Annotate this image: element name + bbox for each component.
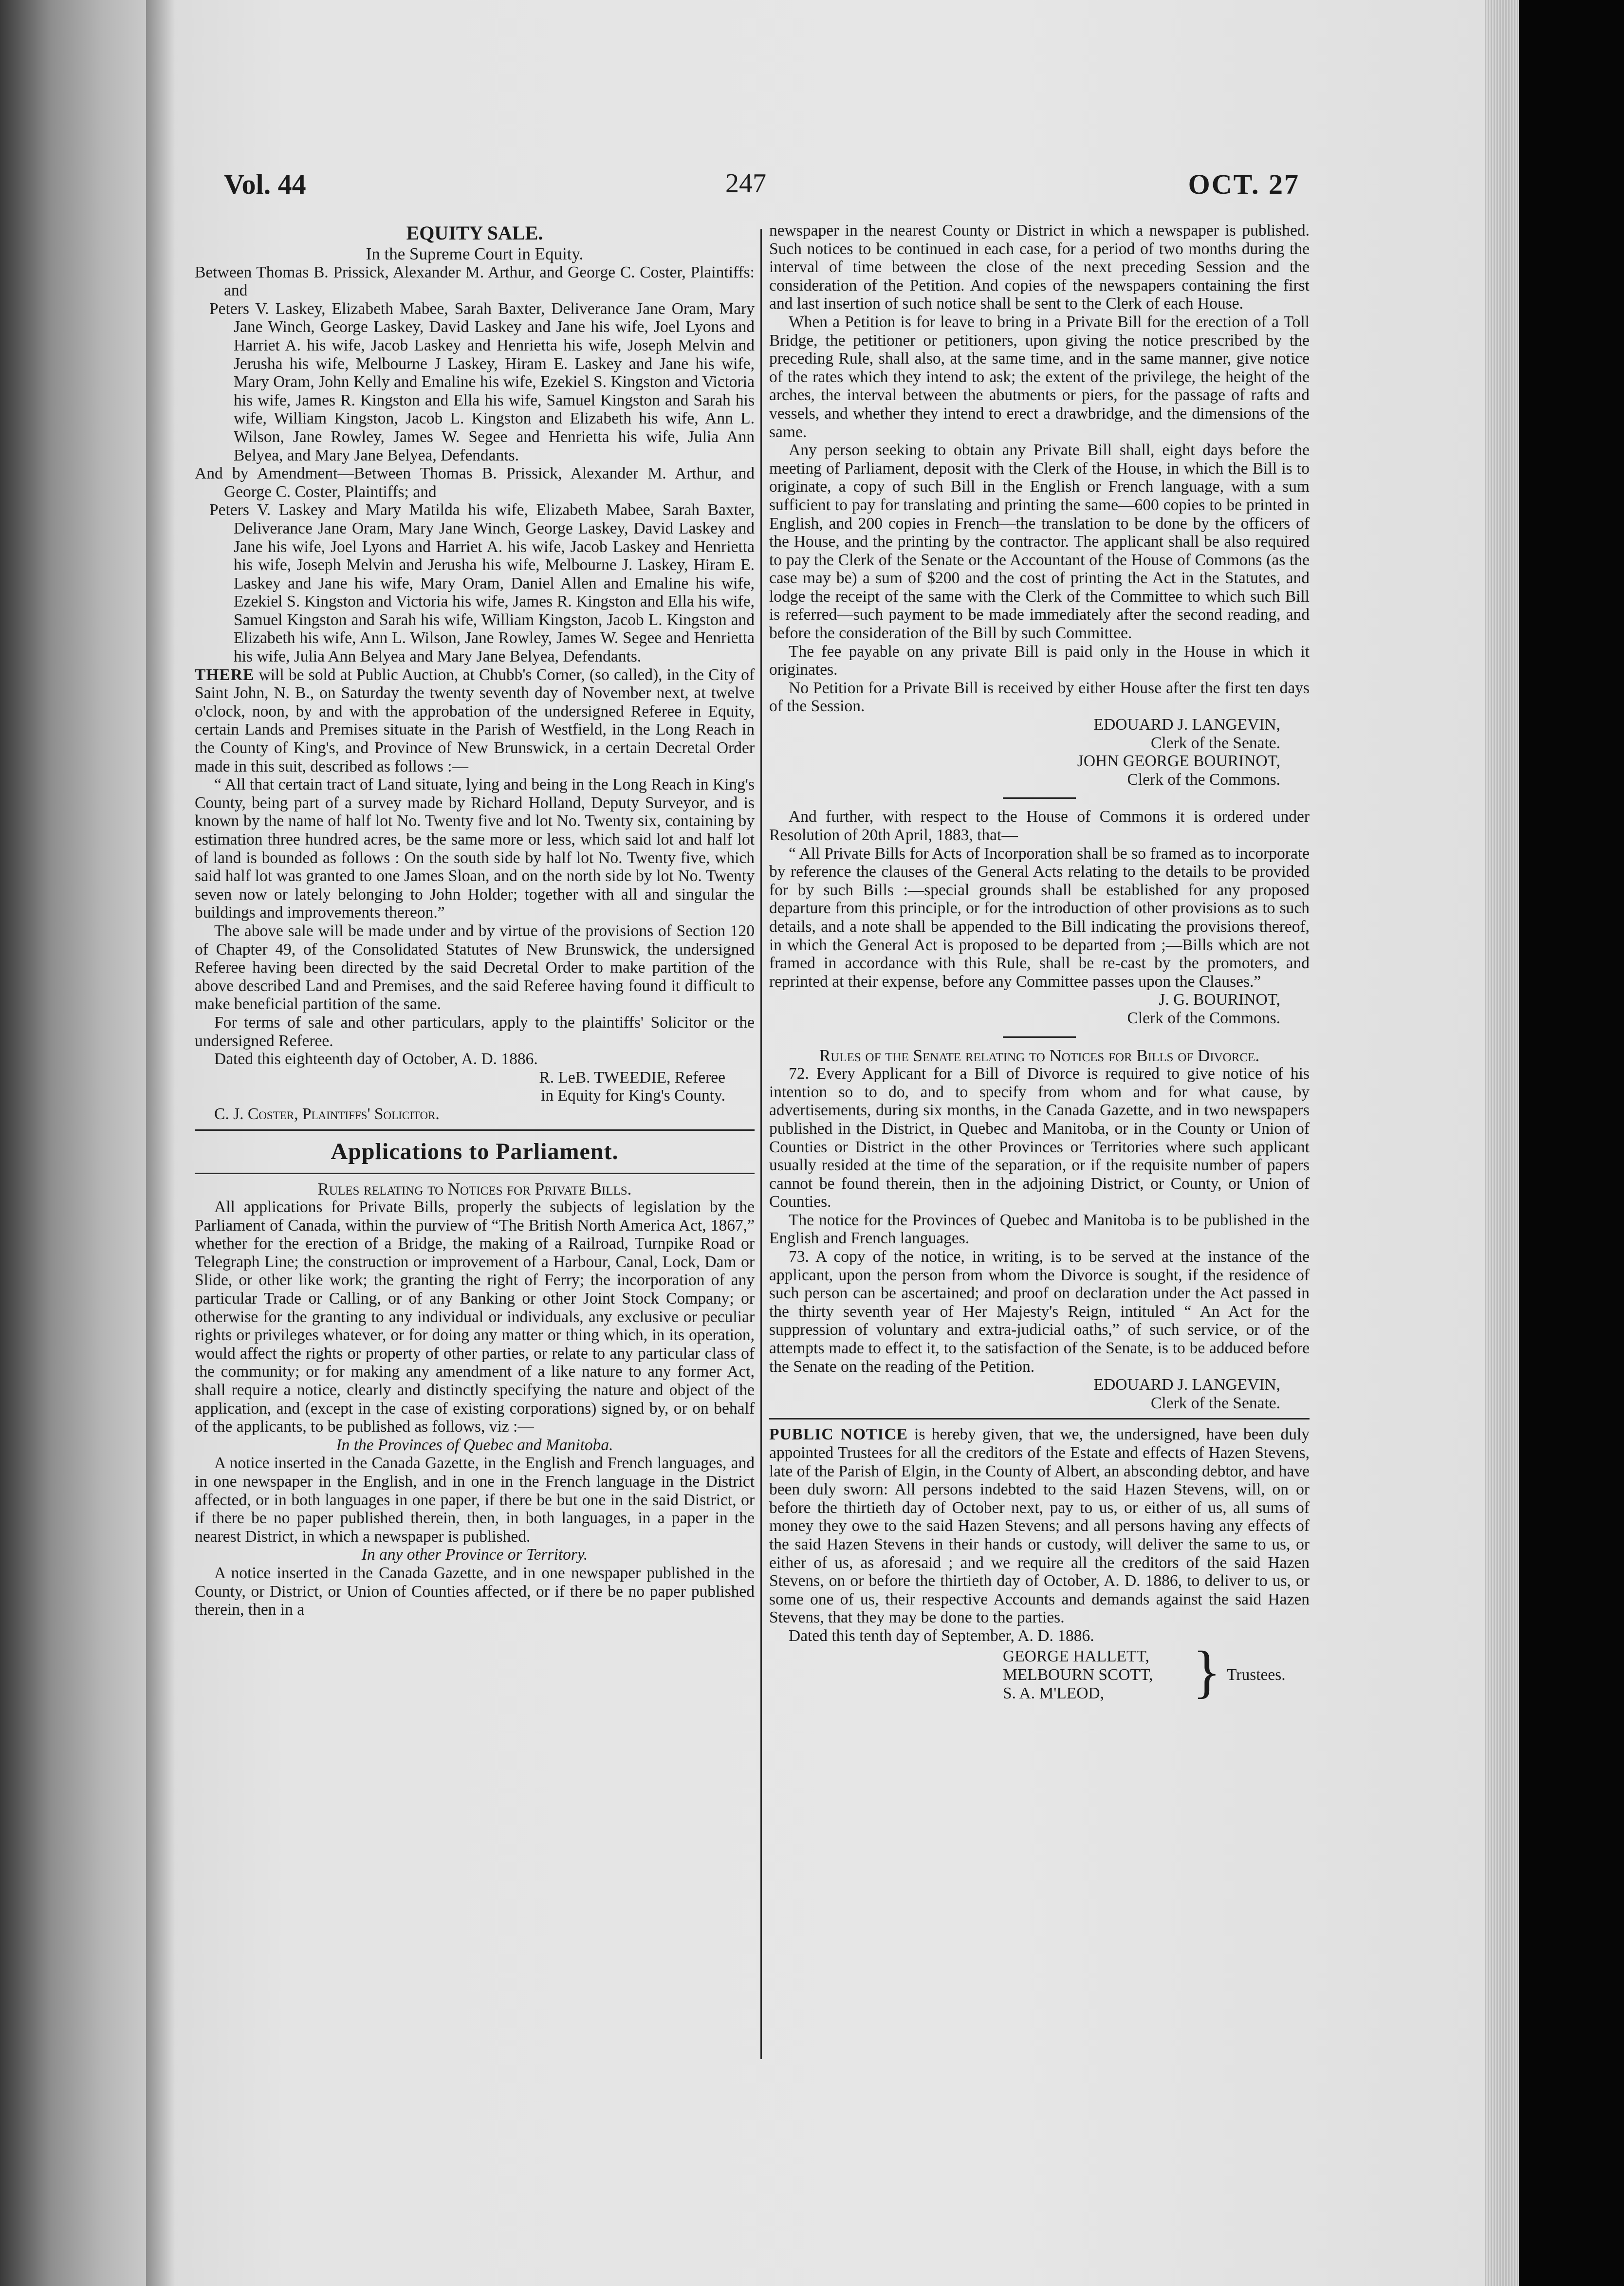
trustee-names xyxy=(1003,1647,1153,1703)
signature-name: J. G. BOURINOT, xyxy=(1159,991,1280,1009)
deposit-rule: Any person seeking to obtain any Private Bill shall, eight days before the meeting of Parliament, deposit with the Clerk of the House, in which the Bill is to originate, a copy of such Bill in the English or French language, with a sum sufficient to pay for translating and printing the same—600 copies to be printed in English, and 200 copies in French—the translation to be done by the officers of the House, and the printing by the contractor. The applicant shall be also required to pay the Clerk of the Senate or the Accountant of the House of Commons (as the case may be) a sum of $200 and the cost of printing the Act in the Statutes, and lodge the receipt of the same with the Clerk of the Committee to which such Bill is referred—such payment to be made immediately after the second reading, and before the consideration of the Bill by such Committee. xyxy=(769,441,1310,643)
apps-body-1: All applications for Private Bills, properly the subjects of legislation by the Parliament of Canada, within the purview of “The British North America Act, 1867,” whether for the erection of a Bridge, the making of a Railroad, Turnpike Road or Telegraph Line; the construction or improvement of a Harbour, Canal, Lock, Dam or Slide, or other like work; the granting the right of Ferry; the incorporation of any particular Trade or Calling, or of any Banking or other Joint Stock Company; or otherwise for the granting to any individual or individuals, any exclusive or peculiar rights or privileges whatever, or for doing any matter or thing which, in its operation, would affect the rights or property of other parties, or relate to any particular class of the community; or for making any amendment of a like nature to any former Act, shall require a notice, clearly and distinctly specifying the nature and object of the application, and (except in the case of existing corporations) signed by, or on behalf of the applicants, to be published as follows, viz :— xyxy=(195,1198,755,1436)
equity-between: Between Thomas B. Prissick, Alexander M. Arthur, and George C. Coster, Plaintiffs: and xyxy=(195,263,755,300)
signature-name: EDOUARD J. LANGEVIN, xyxy=(1093,1376,1280,1394)
public-notice xyxy=(769,1425,1310,1627)
facing-page-edge xyxy=(0,0,146,2286)
signature-title: Clerk of the Commons. xyxy=(1127,1009,1280,1027)
equity-body-1 xyxy=(195,666,755,776)
equity-defendants-amended: Peters V. Laskey and Mary Matilda his wife, Elizabeth Mabee, Sarah Baxter, Deliverance Jane Oram, Mary Jane Winch, George Laskey, David Laskey and Jane his wife, Joel Lyons and Harriet A. his wife, Jacob Laskey and Henrietta his wife, Joseph Melvin and Jerusha his wife, Melbourne J. Laskey, Hiram E. Laskey and Jane his wife, Mary Oram, Daniel Allen and Emaline his wife, Ezekiel S. Kingston and Victoria his wife, James R. Kingston and Ella his wife, Samuel Kingston and Sarah his wife, William Kingston, Jacob L. Kingston and Elizabeth his wife, Ann L. Wilson, Jane Rowley, James W. Segee and Henrietta his wife, Julia Ann Belyea and Mary Jane Belyea, Defendants. xyxy=(209,501,755,666)
equity-dated: Dated this eighteenth day of October, A. D. 1886. xyxy=(214,1050,538,1069)
equity-defendants: Peters V. Laskey, Elizabeth Mabee, Sarah Baxter, Deliverance Jane Oram, Mary Jane Winch, George Laskey, David Laskey and Jane his wife, Joel Lyons and Harriet A. his wife, Jacob Laskey and Henrietta his wife, Joseph Melvin and Jerusha his wife, Melbourne J Laskey, Hiram E. Laskey and Jane his wife, Mary Oram, John Kelly and Emaline his wife, Ezekiel S. Kingston and Victoria his wife, James R. Kingston and Ella his wife, Samuel Kingston and Sarah his wife, William Kingston, Jacob L. Kingston and Elizabeth his wife, Ann L. Wilson, Jane Rowley, James W. Segee and Henrietta his wife, Julia Ann Belyea, and Mary Jane Belyea, Defendants. xyxy=(209,299,755,464)
notice-continuation: newspaper in the nearest County or District in which a newspaper is published. Such notices to be continued in each case, for a period of two months during the interval of time between the close of the next preceding Session and the consideration of the Petition. And copies of the newspapers containing the first and last insertion of such notice shall be sent to the Clerk of each House. xyxy=(769,221,1310,313)
equity-solicitor: C. J. Coster, Plaintiffs' Solicitor. xyxy=(214,1105,440,1123)
equity-amendment: And by Amendment—Between Thomas B. Prissick, Alexander M. Arthur, and George C. Coster, Plaintiffs; and xyxy=(195,464,755,501)
rule-73: 73. A copy of the notice, in writing, is to be served at the instance of the applicant, upon the person from whom the Divorce is sought, if the residence of such person can be ascertained; and proof on declaration under the Act passed in the thirty seventh year of Her Majesty's Reign, intituled “ An Act for the suppression of voluntary and extra-judicial oaths,” of such service, or of the attempts made to effect it, to the satisfaction of the Senate, is to be adduced before the Senate on the reading of the Petition. xyxy=(769,1248,1310,1376)
scan-border xyxy=(1519,0,1624,2286)
section-rule xyxy=(195,1129,755,1131)
short-rule xyxy=(1003,797,1076,799)
page-stack-edge xyxy=(1485,0,1519,2286)
right-column xyxy=(769,221,1310,1704)
divorce-heading: Rules of the Senate relating to Notices for Bills of Divorce. xyxy=(819,1046,1260,1065)
equity-title: EQUITY SALE. xyxy=(406,222,543,244)
further-resolution: And further, with respect to the House of Commons it is ordered under Resolution of 20th April, 1883, that— xyxy=(769,808,1310,844)
public-notice-word: PUBLIC NOTICE xyxy=(769,1425,908,1444)
left-column xyxy=(195,221,755,1619)
equity-body-4: For terms of sale and other particulars, apply to the plaintiffs' Solicitor or the undersigned Referee. xyxy=(195,1013,755,1050)
rule-72-language: The notice for the Provinces of Quebec and Manitoba is to be published in the English and French languages. xyxy=(769,1211,1310,1248)
other-province-heading: In any other Province or Territory. xyxy=(361,1546,588,1564)
brace-icon: } xyxy=(1193,1639,1221,1704)
equity-body-1-text: will be sold at Public Auction, at Chubb's Corner, (so called), in the City of Saint John, N. B., on Saturday the twenty seventh day of November next, at twelve o'clock, noon, by and with the approbation of the undersigned Referee in Equity, certain Lands and Premises situate in the Parish of Westfield, in the Long Reach in the County of King's, and Province of New Brunswick, in a certain Decretal Order made in this suit, described as follows :— xyxy=(195,665,755,775)
apps-body-2: A notice inserted in the Canada Gazette, in the English and French languages, and in one newspaper in the English, and in one in the French language in the District affected, or in both languages in one paper, if there be but one in the said District, or if there be no paper published therein, then, in both languages, in a paper in the nearest District, in which a newspaper is published. xyxy=(195,1454,755,1546)
public-notice-dated: Dated this tenth day of September, A. D. 1886. xyxy=(789,1626,1094,1645)
trustees-block xyxy=(769,1639,1310,1704)
equity-body-2: “ All that certain tract of Land situate, lying and being in the Long Reach in King's County, being part of a survey made by Richard Holland, Deputy Surveyor, and is known by the name of half lot No. Twenty five and lot No. Twenty six, containing by estimation three hundred acres, be the same more or less, which said lot and half lot of land is bounded as follows : On the south side by half lot No. Twenty five, which said half lot was granted to one James Sloan, and on the north side by lot No. Twenty seven now or lately belonging to John Holder; together with all and singular the buildings and improvements thereon.” xyxy=(195,775,755,922)
equity-referee: R. LeB. TWEEDIE, Referee xyxy=(539,1068,725,1087)
trustee-name: MELBOURN SCOTT, xyxy=(1003,1665,1153,1684)
binding-shadow xyxy=(146,0,175,2286)
volume-label: Vol. 44 xyxy=(224,168,306,200)
applications-title: Applications to Parliament. xyxy=(331,1138,619,1164)
public-notice-text: is hereby given, that we, the undersigned, have been duly appointed Trustees for all the creditors of the Estate and effects of Hazen Stevens, late of the Parish of Elgin, in the County of Albert, an absconding debtor, and have been duly sworn: All persons indebted to the said Hazen Stevens, will, on or before the thirtieth day of October next, pay to us, or either of us, all sums of money they owe to the said Hazen Stevens; and all persons having any effects of the said Hazen Stevens in their hands or custody, will deliver the same to us, or either of us, as aforesaid ; and we require all the creditors of the said Hazen Stevens, on or before the thirtieth day of October, A. D. 1886, to deliver to us, or some one of us, their respective Accounts and demands against the said Hazen Stevens, that they may be done to the parties. xyxy=(769,1425,1310,1627)
petition-rule: No Petition for a Private Bill is received by either House after the first ten days of the Session. xyxy=(769,679,1310,716)
incorporation-rule: “ All Private Bills for Acts of Incorporation shall be so framed as to incorporate by reference the clauses of the General Acts relating to the details to be provided for by such Bills :—special grounds shall be established for any proposed departure from this principle, or for the introduction of other provisions as to such details, and a note shall be appended to the Bill indicating the provisions thereof, in which the General Act is proposed to be departed from ;—Bills which are not framed in accordance with this Rule, shall be re-cast by the promoters, and reprinted at their expense, before any Committee passes upon the Clauses.” xyxy=(769,844,1310,991)
private-bills-heading: Rules relating to Notices for Private Bills. xyxy=(317,1179,632,1198)
trustees-label: Trustees. xyxy=(1227,1665,1286,1684)
signature-title: Clerk of the Commons. xyxy=(1127,770,1280,789)
there-word: THERE xyxy=(195,665,255,684)
provinces-heading: In the Provinces of Quebec and Manitoba. xyxy=(336,1436,613,1454)
apps-body-3: A notice inserted in the Canada Gazette, and in one newspaper published in the County, or District, or Union of Counties affected, or if there be no paper published therein, then in a xyxy=(195,1564,755,1619)
short-rule xyxy=(1003,1036,1076,1038)
equity-court: In the Supreme Court in Equity. xyxy=(366,244,584,263)
equity-referee-2: in Equity for King's County. xyxy=(541,1087,725,1105)
rule-72: 72. Every Applicant for a Bill of Divorce is required to give notice of his intention so to do, and to specify from whom and for what cause, by advertisements, during six months, in the Canada Gazette, and in two newspapers published in the District, in Quebec and Manitoba, or in the County or Union of Counties or District in the other Provinces or Territories where such applicant usually resided at the time of the separation, or if the requisite number of papers cannot be found therein, then in the adjoining District, or County, or Union of Counties. xyxy=(769,1065,1310,1211)
toll-bridge-rule: When a Petition is for leave to bring in a Private Bill for the erection of a Toll Bridge, the petitioner or petitioners, upon giving the notice prescribed by the preceding Rule, shall also, at the same time, and in the same manner, give notice of the rates which they intend to ask; the extent of the privilege, the height of the arches, the interval between the abutments or piers, for the passage of rafts and vessels, and whether they intend to erect a drawbridge, and the dimensions of the same. xyxy=(769,313,1310,441)
signature-name: JOHN GEORGE BOURINOT, xyxy=(1077,752,1280,771)
column-rule xyxy=(760,229,762,2059)
fee-rule: The fee payable on any private Bill is paid only in the House in which it originates. xyxy=(769,642,1310,679)
equity-body-3: The above sale will be made under and by virtue of the provisions of Section 120 of Chapter 49, of the Consolidated Statutes of New Brunswick, the undersigned Referee having been directed by the said Decretal Order to make partition of the above described Land and Premises, and the said Referee having found it difficult to make beneficial partition of the same. xyxy=(195,922,755,1014)
page-number: 247 xyxy=(725,168,766,199)
section-rule-2 xyxy=(195,1173,755,1174)
trustee-name: S. A. M'LEOD, xyxy=(1003,1684,1104,1702)
trustee-name: GEORGE HALLETT, xyxy=(1003,1647,1149,1665)
signature-title: Clerk of the Senate. xyxy=(1150,1394,1280,1412)
page-header xyxy=(224,168,1300,207)
signature-name: EDOUARD J. LANGEVIN, xyxy=(1093,716,1280,734)
section-rule-3 xyxy=(769,1418,1310,1420)
issue-date: OCT. 27 xyxy=(1188,168,1300,200)
signature-title: Clerk of the Senate. xyxy=(1150,734,1280,752)
